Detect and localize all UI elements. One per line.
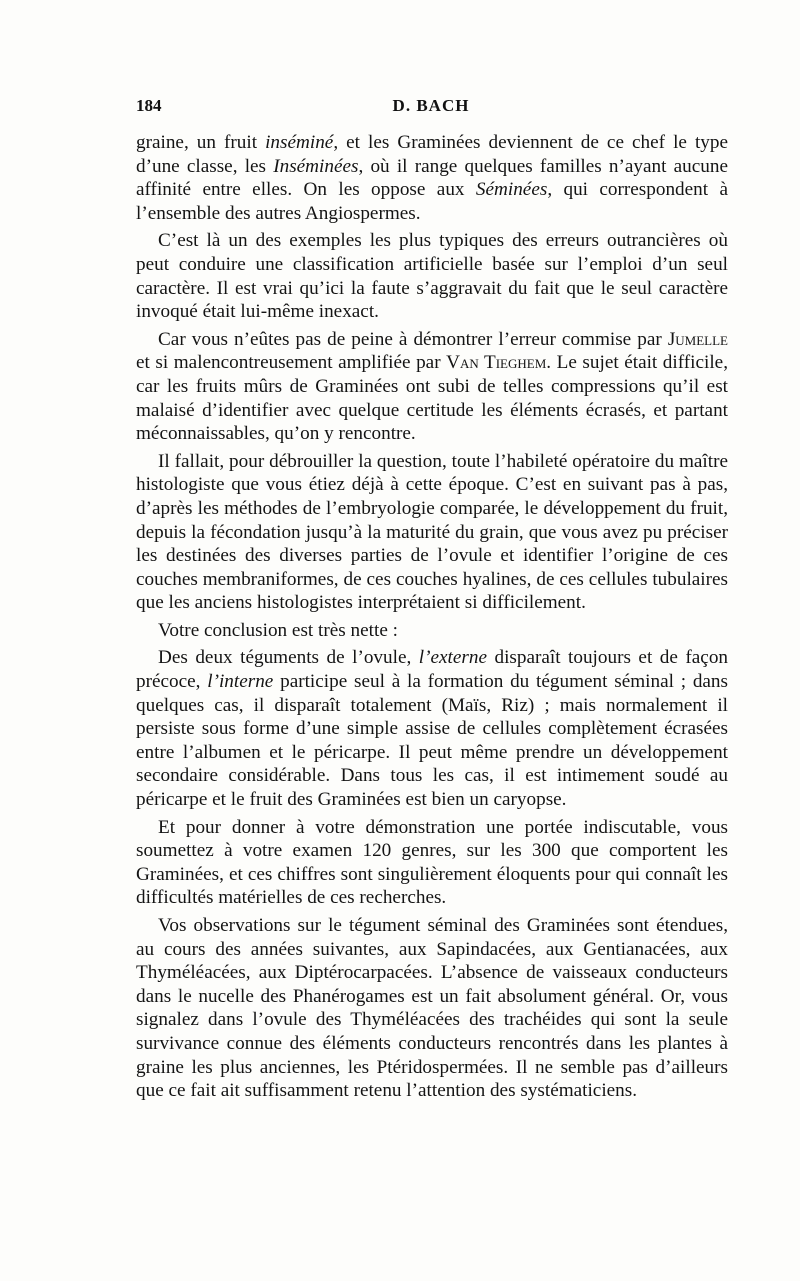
paragraph <box>136 914 728 1103</box>
paragraph <box>136 229 728 323</box>
text-run: , et les Graminées deviennent de ce chef le type d’une classe, les <box>136 132 728 177</box>
text-run: participe seul à la formation du tégument séminal ; dans quelques cas, il disparaît totalement (Maïs, Riz) ; mais normalement il persiste sous forme d’une simple assise de cellules complètement écrasées entre l’albumen et le péricarpe. Il peut même prendre un développement secondaire considérable. Dans tous les cas, il est intimement soudé au péricarpe et le fruit des Graminées est bien un caryopse. <box>136 671 728 811</box>
text-run: graine, un fruit <box>136 132 266 153</box>
italic-term: Inséminées <box>273 155 359 177</box>
italic-term: l’externe <box>418 647 487 669</box>
paragraph <box>136 646 728 811</box>
text-run: C’est là un des exemples les plus typiques des erreurs outrancières où peut conduire une classification artificielle basée sur l’emploi d’un seul caractère. Il est vrai qu’ici la faute s’aggravait du fait que le seul caractère invoqué était lui-même inexact. <box>136 230 728 323</box>
running-head: D. BACH <box>392 96 470 115</box>
body-text <box>136 131 728 1107</box>
paragraph <box>136 450 728 615</box>
italic-term: Séminées <box>475 179 548 201</box>
page-number: 184 <box>136 96 162 115</box>
text-run: et si malencontreusement amplifiée par <box>136 352 447 374</box>
text-run: Il fallait, pour débrouiller la question, toute l’habileté opératoire du maître histologiste que vous étiez déjà à cette époque. C’est en suivant pas à pas, d’après les méthodes de l’embryologie comparée, le développement du fruit, depuis la fécondation jusqu’à la maturité du grain, que vous avez pu préciser les destinées des diverses parties de l’ovule et identifier l’origine de ces couches membraniformes, de ces couches hyalines, de ces cellules tubulaires que les anciens histologistes interprétaient si difficilement. <box>136 450 728 614</box>
author-name: Van Tieghem <box>446 352 547 374</box>
text-run: , qui correspondent à l’ensemble des autres Angiospermes. <box>136 179 728 224</box>
paragraph <box>136 619 728 643</box>
paragraph <box>136 131 728 225</box>
text-run: disparaît toujours et de façon précoce, <box>136 647 729 693</box>
paragraph <box>136 816 728 910</box>
text-run: Vos observations sur le tégument séminal des Graminées sont étendues, au cours des années suivantes, aux Sapindacées, aux Gentianacées, aux Thyméléacées, aux Diptérocarpacées. L’absence de vaisseaux conducteurs dans le nucelle des Phanérogames est un fait absolument général. Or, vous signalez dans l’ovule des Thyméléacées des trachéides qui sont la seule survivance connue des éléments conducteurs rencontrés dans les plantes à graine les plus anciennes, les Ptéridospermées. Il ne semble pas d’ailleurs que ce fait ait suffisamment retenu l’attention des systématiciens. <box>136 915 728 1102</box>
paragraph <box>136 328 728 446</box>
italic-term: inséminé <box>265 132 334 153</box>
page-header <box>136 96 726 120</box>
author-name: Jumelle <box>667 328 728 350</box>
text-run: Votre conclusion est très nette : <box>158 619 398 641</box>
text-run: . Le sujet était difficile, car les fruits mûrs de Graminées ont subi de telles compressions qu’il est malaisé d’identifier avec quelque certitude les éléments écrasés, et partant méconnaissables, qu’on y rencontre. <box>136 352 728 445</box>
text-run: Des deux téguments de l’ovule, <box>158 647 419 669</box>
text-run: Et pour donner à votre démonstration une portée indiscutable, vous soumettez à votre examen 120 genres, sur les 300 que comportent les Graminées, et ces chiffres sont singulièrement éloquents pour qui connaît les difficultés matérielles de ces recherches. <box>136 816 728 909</box>
text-run: Car vous n’eûtes pas de peine à démontrer l’erreur commise par <box>158 328 668 350</box>
italic-term: l’interne <box>207 671 274 693</box>
text-run: , où il range quelques familles n’ayant aucune affinité entre elles. On les oppose aux <box>136 155 728 201</box>
